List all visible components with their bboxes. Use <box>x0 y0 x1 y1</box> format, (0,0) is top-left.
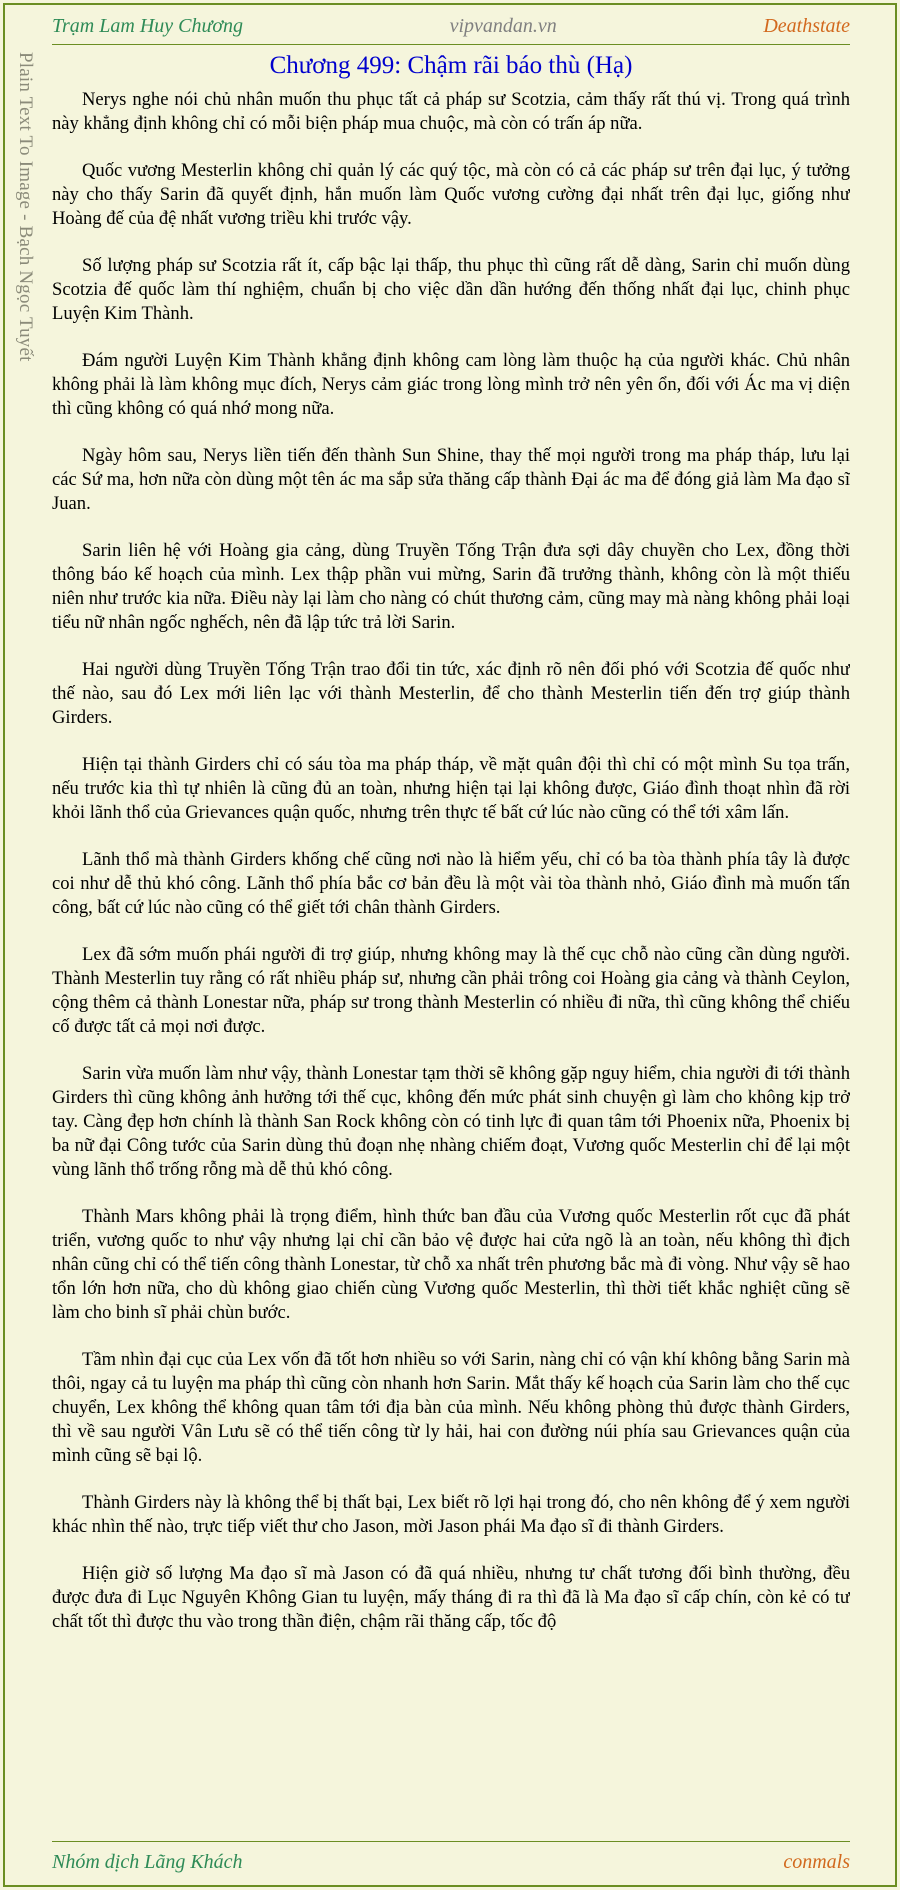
paragraph: Thành Mars không phải là trọng điểm, hình thức ban đầu của Vương quốc Mesterlin rốt cục đã phát triển, vương quốc to như vậy nhưng lại chỉ cần bảo vệ được hai cửa ngõ là an toàn, nếu không thì địch nhân cũng chỉ có thể tiến công thành Lonestar, từ chỗ xa nhất trên phương bắc mà đi vòng. Như vậy sẽ hao tổn lớn hơn nữa, cho dù không giao chiến cùng Vương quốc Mesterlin, thì thời tiết khắc nghiệt cũng sẽ làm cho binh sĩ phải chùn bước. <box>52 1206 850 1323</box>
paragraph: Tầm nhìn đại cục của Lex vốn đã tốt hơn nhiều so với Sarin, nàng chỉ có vận khí không bằng Sarin mà thôi, ngay cả tu luyện ma pháp thì cũng còn nhanh hơn Sarin. Mắt thấy kế hoạch của Sarin làm cho thế cục chuyển, Lex không thể không quan tâm tới địa bàn của mình. Nếu không phòng thủ được thành Girders, thì về sau người Vân Lưu sẽ có thể tiến công từ ly hải, hai con đường núi phía sau Grievances quận của mình cũng sẽ bại lộ. <box>52 1349 850 1466</box>
paragraph: Hiện tại thành Girders chỉ có sáu tòa ma pháp tháp, về mặt quân đội thì chỉ có một mình Su tọa trấn, nếu trước kia thì tự nhiên là cũng đủ an toàn, nhưng hiện tại lại không được, Giáo đình thoạt nhìn đã rời khỏi lãnh thổ của Grievances quận quốc, nhưng trên thực tế bất cứ lúc nào cũng có thể tới xâm lấn. <box>52 754 850 823</box>
author-name: Deathstate <box>763 14 850 37</box>
paragraph: Số lượng pháp sư Scotzia rất ít, cấp bậc lại thấp, thu phục thì cũng rất dễ dàng, Sarin chỉ muốn dùng Scotzia đế quốc làm thí nghiệm, chuẩn bị cho việc dần dần hướng đến thống nhất đại lục, chinh phục Luyện Kim Thành. <box>52 255 850 324</box>
book-title: Trạm Lam Huy Chương <box>52 14 244 37</box>
translator-group: Nhóm dịch Lãng Khách <box>52 1850 243 1873</box>
paragraph: Lãnh thổ mà thành Girders khống chế cũng nơi nào là hiểm yếu, chỉ có ba tòa thành phía tây là được coi như dễ thủ khó công. Lãnh thổ phía bắc cơ bản đều là một vài tòa thành nhỏ, Giáo đình mà muốn tấn công, bất cứ lúc nào cũng có thể giết tới chân thành Girders. <box>52 849 850 918</box>
paragraph: Thành Girders này là không thể bị thất bại, Lex biết rõ lợi hại trong đó, cho nên không để ý xem người khác nhìn thế nào, trực tiếp viết thư cho Jason, mời Jason phái Ma đạo sĩ đi thành Girders. <box>52 1492 850 1537</box>
paragraph: Hiện giờ số lượng Ma đạo sĩ mà Jason có đã quá nhiều, nhưng tư chất tương đối bình thường, đều được đưa đi Lục Nguyên Không Gian tu luyện, mấy tháng đi ra thì đã là Ma đạo sĩ cấp chín, còn kẻ có tư chất tốt thì được thu vào trong thần điện, chậm rãi thăng cấp, tốc độ <box>52 1563 850 1632</box>
paragraph: Ngày hôm sau, Nerys liền tiến đến thành Sun Shine, thay thế mọi người trong ma pháp tháp, lưu lại các Sứ ma, hơn nữa còn dùng một tên ác ma sắp sửa thăng cấp thành Đại ác ma để đóng giả làm Ma đạo sĩ Juan. <box>52 445 850 514</box>
page-footer <box>52 1841 850 1882</box>
site-name: vipvandan.vn <box>449 14 557 37</box>
side-watermark-label: Plain Text To Image - Bạch Ngọc Tuyết <box>15 52 36 362</box>
page-header <box>52 8 850 45</box>
chapter-title: Chương 499: Chậm rãi báo thù (Hạ) <box>269 52 633 79</box>
paragraph: Lex đã sớm muốn phái người đi trợ giúp, nhưng không may là thế cục chỗ nào cũng cần dùng người. Thành Mesterlin tuy rằng có rất nhiều pháp sư, nhưng cần phải trông coi Hoàng gia cảng và thành Ceylon, cộng thêm cả thành Lonestar nữa, pháp sư trong thành Mesterlin có nhiều đi nữa, thì cũng không thể chiếu cố được tất cả mọi nơi được. <box>52 944 850 1037</box>
paragraph: Đám người Luyện Kim Thành khẳng định không cam lòng làm thuộc hạ của người khác. Chủ nhân không phải là làm không mục đích, Nerys cảm giác trong lòng mình trở nên yên ổn, đối với Ác ma vị diện thì cũng không có quá nhớ mong nữa. <box>52 350 850 419</box>
uploader-name: conmals <box>783 1850 850 1873</box>
paragraph: Sarin vừa muốn làm như vậy, thành Lonestar tạm thời sẽ không gặp nguy hiểm, chia người đi tới thành Girders thì cũng không ảnh hưởng tới thế cục, không đến mức phát sinh chuyện gì làm cho không kịp trở tay. Càng đẹp hơn chính là thành San Rock không còn có tinh lực đi quan tâm tới Phoenix nữa, Phoenix bị ba nữ đại Công tước của Sarin dùng thủ đoạn nhẹ nhàng chiếm đoạt, Vương quốc Mesterlin chỉ để lại một vùng lãnh thổ trống rỗng mà dễ thủ khó công. <box>52 1063 850 1180</box>
paragraph: Quốc vương Mesterlin không chỉ quản lý các quý tộc, mà còn có cả các pháp sư trên đại lục, ý tưởng này cho thấy Sarin đã quyết định, hắn muốn làm Quốc vương cường đại nhất trên đại lục, giống như Hoàng đế của đệ nhất vương triều khi trước vậy. <box>52 160 850 229</box>
paragraph: Nerys nghe nói chủ nhân muốn thu phục tất cả pháp sư Scotzia, cảm thấy rất thú vị. Trong quá trình này khẳng định không chỉ có mỗi biện pháp mua chuộc, mà còn có trấn áp nữa. <box>52 89 850 134</box>
paragraph: Sarin liên hệ với Hoàng gia cảng, dùng Truyền Tống Trận đưa sợi dây chuyền cho Lex, đồng thời thông báo kế hoạch của mình. Lex thập phần vui mừng, Sarin đã trưởng thành, không còn là một thiếu niên như trước kia nữa. Điều này lại làm cho nàng có chút thương cảm, cũng may mà nàng không phải loại tiểu nữ nhân ngốc nghếch, nên đã lập tức trả lời Sarin. <box>52 540 850 633</box>
chapter-content <box>52 88 850 1834</box>
paragraph: Hai người dùng Truyền Tống Trận trao đổi tin tức, xác định rõ nên đối phó với Scotzia đế quốc như thế nào, sau đó Lex mới liên lạc với thành Mesterlin, để cho thành Mesterlin tiến đến trợ giúp thành Girders. <box>52 659 850 728</box>
